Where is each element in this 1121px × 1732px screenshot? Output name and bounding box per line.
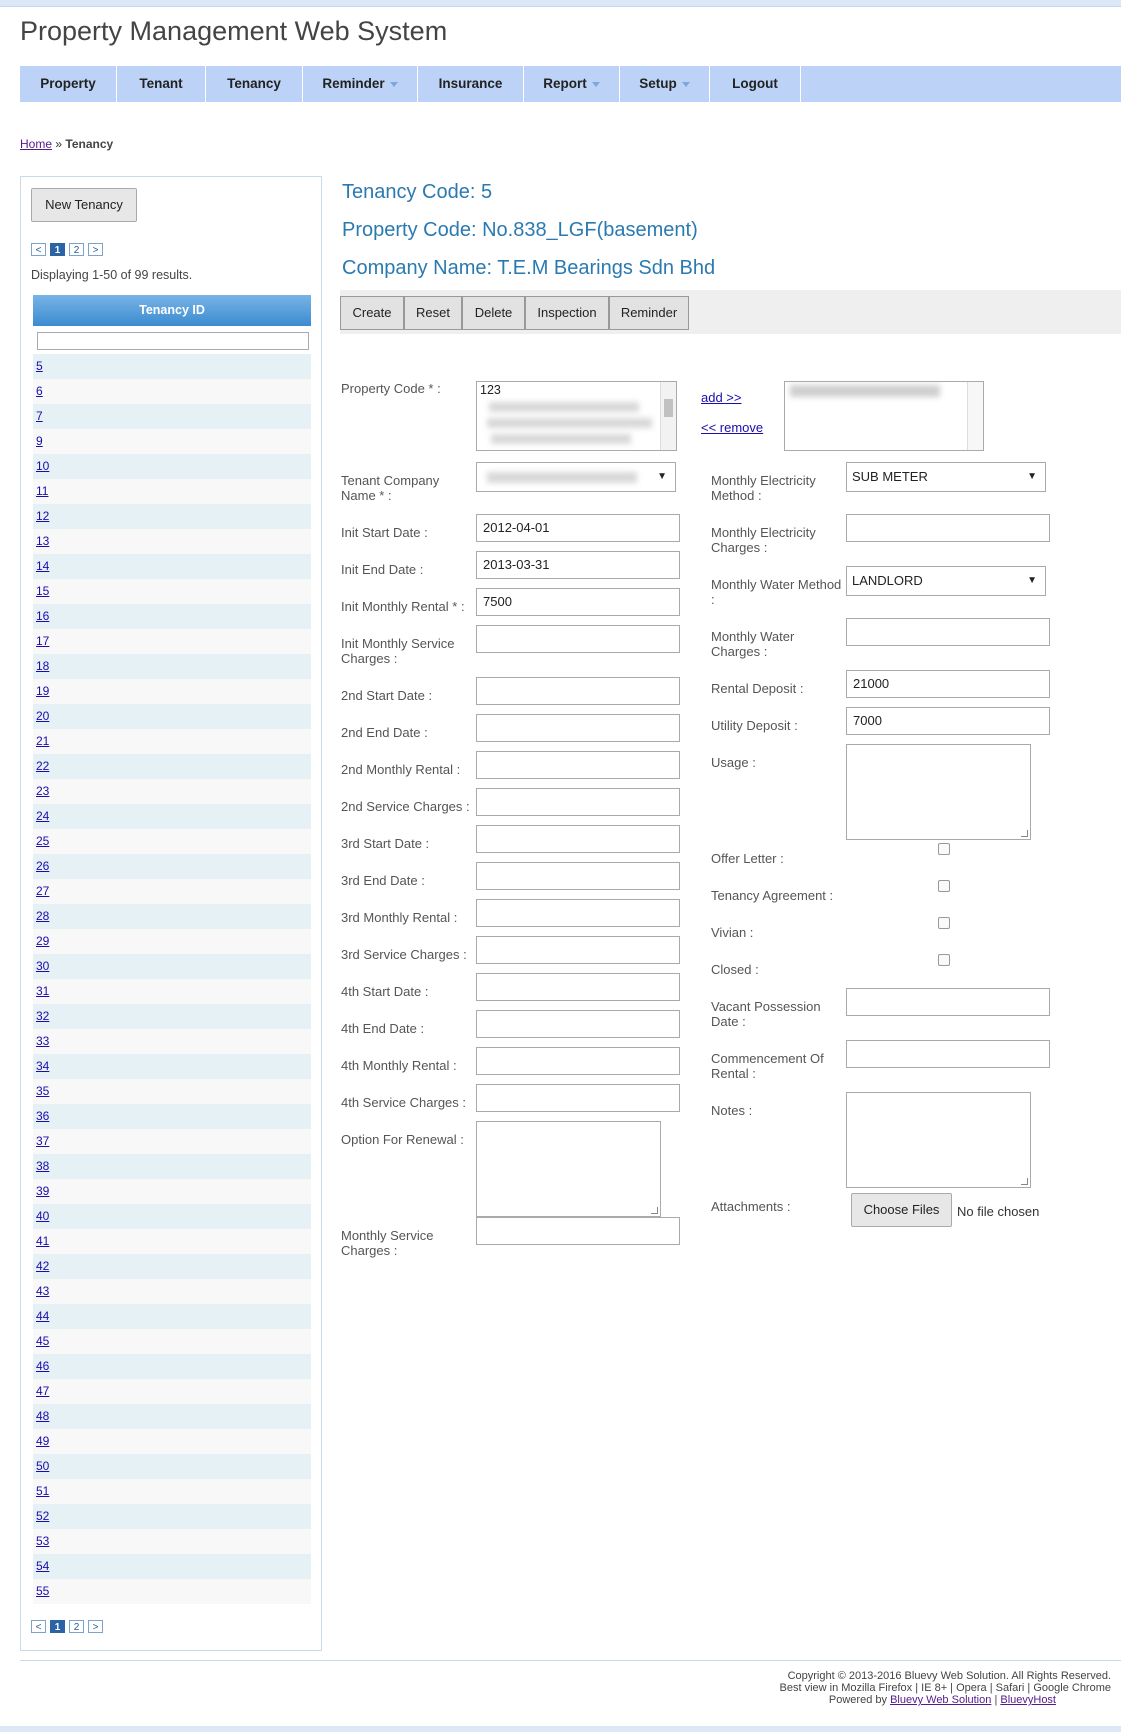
second-end-date-input[interactable] (476, 714, 680, 742)
third-end-date-input[interactable] (476, 862, 680, 890)
fourth-monthly-rental-label: 4th Monthly Rental : (341, 1058, 457, 1073)
tenancy-id-link[interactable]: 33 (36, 1034, 50, 1048)
label-line: Method : (711, 488, 762, 503)
tenancy-id-link[interactable]: 21 (36, 734, 50, 748)
tenancy-agreement-checkbox[interactable] (938, 880, 950, 892)
file-status-text: No file chosen (957, 1204, 1040, 1219)
tenancy-id-row (33, 1479, 311, 1504)
vacant-possession-label (711, 999, 821, 1029)
tenancy-id-row (33, 729, 311, 754)
second-service-charges-input[interactable] (476, 788, 680, 816)
fourth-start-date-input[interactable] (476, 973, 680, 1001)
second-monthly-rental-input[interactable] (476, 751, 680, 779)
tenancy-id-link[interactable]: 14 (36, 559, 50, 573)
nav-label: Tenant (139, 76, 183, 91)
second-start-date-label: 2nd Start Date : (341, 688, 433, 703)
tenancy-id-column-header[interactable]: Tenancy ID (33, 295, 311, 326)
tenancy-id-row (33, 604, 311, 629)
inspection-button[interactable]: Inspection (525, 296, 609, 330)
footer-separator: | (994, 1694, 998, 1706)
nav-tenant[interactable] (117, 66, 206, 102)
tenancy-id-link[interactable]: 23 (36, 784, 50, 798)
powered-by-text: Powered by (828, 1694, 887, 1706)
breadcrumb-current: Tenancy (65, 137, 114, 151)
tenancy-id-link[interactable]: 38 (36, 1159, 50, 1173)
nav-label: Property (40, 76, 96, 91)
electricity-charges-input[interactable] (846, 514, 1050, 542)
remove-property-link[interactable]: << remove (701, 420, 764, 435)
tenancy-id-row (33, 1379, 311, 1404)
tenancy-id-link[interactable]: 22 (36, 759, 50, 773)
redacted-value (487, 472, 637, 483)
breadcrumb-separator: » (55, 137, 63, 151)
breadcrumb (20, 137, 113, 151)
utility-deposit-input[interactable]: 7000 (846, 707, 1050, 735)
tenancy-id-link[interactable]: 42 (36, 1259, 50, 1273)
delete-button[interactable]: Delete (462, 296, 525, 330)
tenancy-id-link[interactable]: 6 (36, 384, 43, 398)
main-nav (20, 66, 1121, 102)
tenancy-id-link[interactable]: 16 (36, 609, 50, 623)
tenancy-id-row (33, 1004, 311, 1029)
tenancy-id-row (33, 354, 311, 379)
tenancy-id-link[interactable]: 54 (36, 1559, 50, 1573)
tenancy-id-link[interactable]: 53 (36, 1534, 50, 1548)
redacted-option (491, 434, 631, 444)
pager-page-2[interactable]: 2 (69, 243, 84, 256)
nav-label: Reminder (322, 76, 385, 91)
third-service-charges-input[interactable] (476, 936, 680, 964)
offer-letter-label: Offer Letter : (711, 851, 784, 866)
tenancy-agreement-label: Tenancy Agreement : (711, 888, 834, 903)
choose-files-button[interactable]: Choose Files (851, 1193, 952, 1227)
monthly-service-charges-label (341, 1228, 433, 1258)
tenancy-id-row (33, 479, 311, 504)
tenancy-id-row (33, 404, 311, 429)
tenancy-id-row (33, 1454, 311, 1479)
electricity-charges-label (711, 525, 816, 555)
label-line: Tenant Company (341, 473, 440, 488)
tenancy-id-link[interactable]: 47 (36, 1384, 50, 1398)
tenancy-id-row (33, 704, 311, 729)
electricity-method-select[interactable] (846, 462, 1046, 492)
fourth-end-date-input[interactable] (476, 1010, 680, 1038)
redacted-option (489, 402, 639, 412)
reset-button[interactable]: Reset (404, 296, 462, 330)
pager-next-button[interactable]: > (88, 243, 103, 256)
fourth-monthly-rental-input[interactable] (476, 1047, 680, 1075)
create-button[interactable]: Create (340, 296, 404, 330)
tenancy-id-link[interactable]: 15 (36, 584, 50, 598)
tenancy-id-row (33, 1254, 311, 1279)
label-line: Monthly Water (711, 629, 795, 644)
selected-property-listbox[interactable] (784, 381, 984, 451)
tenancy-id-row (33, 429, 311, 454)
tenancy-id-link[interactable]: 26 (36, 859, 50, 873)
tenancy-id-link[interactable]: 43 (36, 1284, 50, 1298)
property-code-label: Property Code * : (341, 381, 441, 396)
second-monthly-rental-label: 2nd Monthly Rental : (341, 762, 461, 777)
tenancy-id-row (33, 629, 311, 654)
tenancy-id-row (33, 1404, 311, 1429)
tenancy-id-row (33, 679, 311, 704)
notes-label: Notes : (711, 1103, 753, 1118)
third-start-date-input[interactable] (476, 825, 680, 853)
tenancy-id-link[interactable]: 34 (36, 1059, 50, 1073)
nav-reminder[interactable] (303, 66, 418, 102)
breadcrumb-home-link[interactable]: Home (20, 137, 53, 151)
redacted-option (487, 418, 652, 428)
label-line: Charges : (341, 651, 398, 666)
fourth-end-date-label: 4th End Date : (341, 1021, 425, 1036)
option-for-renewal-textarea[interactable] (476, 1121, 661, 1217)
init-start-date-input[interactable]: 2012-04-01 (476, 514, 680, 542)
init-end-date-label: Init End Date : (341, 562, 424, 577)
commencement-label (711, 1051, 824, 1081)
tenancy-id-row (33, 1029, 311, 1054)
property-code-option[interactable]: 123 (480, 383, 501, 397)
tenancy-id-link[interactable]: 12 (36, 509, 50, 523)
tenancy-id-link[interactable]: 30 (36, 959, 50, 973)
nav-report[interactable] (524, 66, 620, 102)
label-line: Name * : (341, 488, 392, 503)
tenancy-code-heading: Tenancy Code: 5 (342, 181, 493, 203)
fourth-service-charges-label: 4th Service Charges : (341, 1095, 467, 1110)
usage-label: Usage : (711, 755, 756, 770)
label-line: : (711, 592, 715, 607)
closed-label: Closed : (711, 962, 759, 977)
tenancy-id-row (33, 504, 311, 529)
tenancy-id-link[interactable]: 27 (36, 884, 50, 898)
tenancy-id-link[interactable]: 50 (36, 1459, 50, 1473)
label-line: Charges : (341, 1243, 398, 1258)
pager-page-2[interactable]: 2 (69, 1620, 84, 1633)
tenancy-id-link[interactable]: 48 (36, 1409, 50, 1423)
label-line: Monthly Service (341, 1228, 434, 1243)
tenancy-id-link[interactable]: 46 (36, 1359, 50, 1373)
tenancy-list-panel (20, 176, 322, 1651)
label-line: Rental : (711, 1066, 756, 1081)
utility-deposit-label: Utility Deposit : (711, 718, 798, 733)
tenancy-id-link[interactable]: 20 (36, 709, 50, 723)
listbox-scrollbar[interactable] (660, 382, 676, 450)
label-line: Init Monthly Service (341, 636, 455, 651)
nav-label: Setup (639, 76, 677, 91)
nav-label: Logout (732, 76, 778, 91)
bluevy-web-solution-link[interactable]: Bluevy Web Solution (890, 1694, 992, 1706)
tenancy-id-row (33, 579, 311, 604)
tenancy-id-row (33, 1304, 311, 1329)
select-value: LANDLORD (852, 573, 923, 588)
tenancy-id-row (33, 1104, 311, 1129)
commencement-of-rental-input[interactable] (846, 1040, 1050, 1068)
closed-checkbox[interactable] (938, 954, 950, 966)
tenancy-id-link[interactable]: 7 (36, 409, 43, 423)
listbox-scrollbar[interactable] (967, 382, 983, 450)
tenancy-id-link[interactable]: 25 (36, 834, 50, 848)
init-monthly-rental-label: Init Monthly Rental * : (341, 599, 465, 614)
nav-label: Tenancy (227, 76, 281, 91)
browser-support-text: Best view in Mozilla Firefox | IE 8+ | Opera | Safari | Google Chrome (779, 1682, 1111, 1694)
tenancy-id-row (33, 1079, 311, 1104)
dropdown-caret-icon (682, 82, 690, 87)
tenancy-id-filter-input[interactable] (37, 332, 309, 350)
tenancy-id-link[interactable]: 55 (36, 1584, 50, 1598)
tenancy-id-link[interactable]: 51 (36, 1484, 50, 1498)
init-service-charges-label (341, 636, 454, 666)
tenancy-id-row (33, 929, 311, 954)
water-method-label (711, 577, 841, 607)
tenancy-id-link[interactable]: 41 (36, 1234, 50, 1248)
init-monthly-rental-input[interactable]: 7500 (476, 588, 680, 616)
select-value: SUB METER (852, 469, 928, 484)
electricity-method-label (711, 473, 816, 503)
tenancy-id-row (33, 829, 311, 854)
tenancy-id-link[interactable]: 11 (36, 484, 49, 498)
dropdown-arrow-icon: ▼ (1027, 471, 1037, 482)
scrollbar-thumb[interactable] (664, 399, 673, 417)
tenancy-id-row (33, 1179, 311, 1204)
notes-textarea[interactable] (846, 1092, 1031, 1188)
tenancy-id-link[interactable]: 37 (36, 1134, 50, 1148)
tenancy-id-row (33, 1354, 311, 1379)
third-monthly-rental-input[interactable] (476, 899, 680, 927)
tenancy-id-link[interactable]: 32 (36, 1009, 50, 1023)
offer-letter-checkbox[interactable] (938, 843, 950, 855)
results-summary: Displaying 1-50 of 99 results. (31, 268, 193, 282)
label-line: Charges : (711, 644, 768, 659)
tenancy-id-row (33, 779, 311, 804)
tenancy-id-link[interactable]: 35 (36, 1084, 50, 1098)
init-service-charges-input[interactable] (476, 625, 680, 653)
pager-prev-button[interactable]: < (31, 243, 46, 256)
dropdown-arrow-icon: ▼ (657, 471, 667, 482)
nav-tenancy[interactable] (206, 66, 303, 102)
attachments-label: Attachments : (711, 1199, 791, 1214)
tenancy-id-link[interactable]: 13 (36, 534, 50, 548)
tenancy-id-link[interactable]: 40 (36, 1209, 50, 1223)
pager-prev-button[interactable]: < (31, 1620, 46, 1633)
tenancy-id-row (33, 654, 311, 679)
tenancy-id-link[interactable]: 17 (36, 634, 50, 648)
third-start-date-label: 3rd Start Date : (341, 836, 430, 851)
tenancy-id-row (33, 1154, 311, 1179)
rental-deposit-input[interactable]: 21000 (846, 670, 1050, 698)
tenancy-id-link[interactable]: 9 (36, 434, 43, 448)
monthly-service-charges-input[interactable] (476, 1217, 680, 1245)
tenancy-id-row (33, 854, 311, 879)
third-service-charges-label: 3rd Service Charges : (341, 947, 467, 962)
vacant-possession-date-input[interactable] (846, 988, 1050, 1016)
tenancy-id-row (33, 1429, 311, 1454)
label-line: Charges : (711, 540, 768, 555)
tenancy-id-link[interactable]: 19 (36, 684, 50, 698)
nav-setup[interactable] (620, 66, 710, 102)
tenancy-id-link[interactable]: 45 (36, 1334, 50, 1348)
third-monthly-rental-label: 3rd Monthly Rental : (341, 910, 458, 925)
label-line: Monthly Electricity (711, 473, 816, 488)
pager-top (31, 243, 103, 256)
powered-by-line (780, 1694, 1111, 1706)
nav-property[interactable] (20, 66, 117, 102)
bluevyhost-link[interactable]: BluevyHost (1000, 1694, 1056, 1706)
tenancy-id-row (33, 1054, 311, 1079)
dropdown-caret-icon (592, 82, 600, 87)
dropdown-caret-icon (390, 82, 398, 87)
footer (780, 1670, 1111, 1706)
label-line: Commencement Of (711, 1051, 824, 1066)
reminder-button[interactable]: Reminder (609, 296, 689, 330)
app-title: Property Management Web System (20, 16, 448, 46)
tenant-company-select[interactable] (476, 462, 676, 492)
tenancy-id-link[interactable]: 49 (36, 1434, 50, 1448)
tenancy-id-row (33, 804, 311, 829)
vivian-label: Vivian : (711, 925, 754, 940)
tenancy-id-link[interactable]: 29 (36, 934, 50, 948)
tenancy-id-row (33, 454, 311, 479)
tenancy-id-row (33, 1129, 311, 1154)
pager-page-1[interactable]: 1 (50, 243, 65, 256)
tenancy-id-link[interactable]: 44 (36, 1309, 50, 1323)
tenancy-id-row (33, 554, 311, 579)
tenancy-id-link[interactable]: 39 (36, 1184, 50, 1198)
tenancy-id-link[interactable]: 10 (36, 459, 50, 473)
init-end-date-input[interactable]: 2013-03-31 (476, 551, 680, 579)
pager-bottom (31, 1620, 103, 1633)
tenancy-id-row (33, 1279, 311, 1304)
tenancy-id-list (33, 354, 311, 1604)
water-method-select[interactable] (846, 566, 1046, 596)
company-name-heading: Company Name: T.E.M Bearings Sdn Bhd (342, 257, 716, 279)
pager-page-1[interactable]: 1 (50, 1620, 65, 1633)
tenancy-id-row (33, 904, 311, 929)
copyright-text: Copyright © 2013-2016 Bluevy Web Solution. All Rights Reserved. (787, 1670, 1111, 1682)
tenancy-id-row (33, 529, 311, 554)
second-start-date-input[interactable] (476, 677, 680, 705)
water-charges-input[interactable] (846, 618, 1050, 646)
tenancy-id-row (33, 1579, 311, 1604)
tenancy-id-row (33, 879, 311, 904)
second-service-charges-label: 2nd Service Charges : (341, 799, 470, 814)
new-tenancy-button[interactable]: New Tenancy (31, 188, 137, 222)
nav-insurance[interactable] (418, 66, 524, 102)
property-code-listbox[interactable] (476, 381, 677, 451)
dropdown-arrow-icon: ▼ (1027, 575, 1037, 586)
label-line: Monthly Electricity (711, 525, 816, 540)
label-line: Date : (711, 1014, 746, 1029)
property-code-heading: Property Code: No.838_LGF(basement) (342, 219, 698, 241)
bottom-border (0, 1726, 1121, 1732)
rental-deposit-label: Rental Deposit : (711, 681, 804, 696)
tenancy-id-row (33, 1529, 311, 1554)
redacted-option (790, 385, 940, 397)
nav-logout[interactable] (710, 66, 801, 102)
tenancy-id-link[interactable]: 28 (36, 909, 50, 923)
tenancy-id-row (33, 979, 311, 1004)
water-charges-label (711, 629, 794, 659)
action-toolbar (340, 290, 1121, 334)
tenant-company-label (341, 473, 439, 503)
label-line: Vacant Possession (711, 999, 821, 1014)
fourth-start-date-label: 4th Start Date : (341, 984, 429, 999)
tenancy-id-link[interactable]: 24 (36, 809, 50, 823)
add-property-link[interactable]: add >> (701, 390, 742, 405)
nav-label: Insurance (438, 76, 503, 91)
tenancy-id-row (33, 379, 311, 404)
tenancy-id-link[interactable]: 31 (36, 984, 50, 998)
tenancy-id-row (33, 1329, 311, 1354)
tenancy-id-row (33, 1554, 311, 1579)
tenancy-id-row (33, 1504, 311, 1529)
fourth-service-charges-input[interactable] (476, 1084, 680, 1112)
tenancy-id-row (33, 1204, 311, 1229)
usage-textarea[interactable] (846, 744, 1031, 840)
vivian-checkbox[interactable] (938, 917, 950, 929)
footer-divider (20, 1660, 1121, 1661)
init-start-date-label: Init Start Date : (341, 525, 428, 540)
option-for-renewal-label: Option For Renewal : (341, 1132, 464, 1147)
tenancy-id-link[interactable]: 52 (36, 1509, 50, 1523)
tenancy-id-row (33, 754, 311, 779)
top-border (0, 0, 1121, 7)
second-end-date-label: 2nd End Date : (341, 725, 428, 740)
nav-label: Report (543, 76, 587, 91)
pager-next-button[interactable]: > (88, 1620, 103, 1633)
tenancy-id-link[interactable]: 36 (36, 1109, 50, 1123)
tenancy-id-row (33, 954, 311, 979)
tenancy-id-link[interactable]: 5 (36, 359, 43, 373)
label-line: Monthly Water Method (711, 577, 842, 592)
tenancy-id-link[interactable]: 18 (36, 659, 50, 673)
tenancy-id-row (33, 1229, 311, 1254)
third-end-date-label: 3rd End Date : (341, 873, 425, 888)
